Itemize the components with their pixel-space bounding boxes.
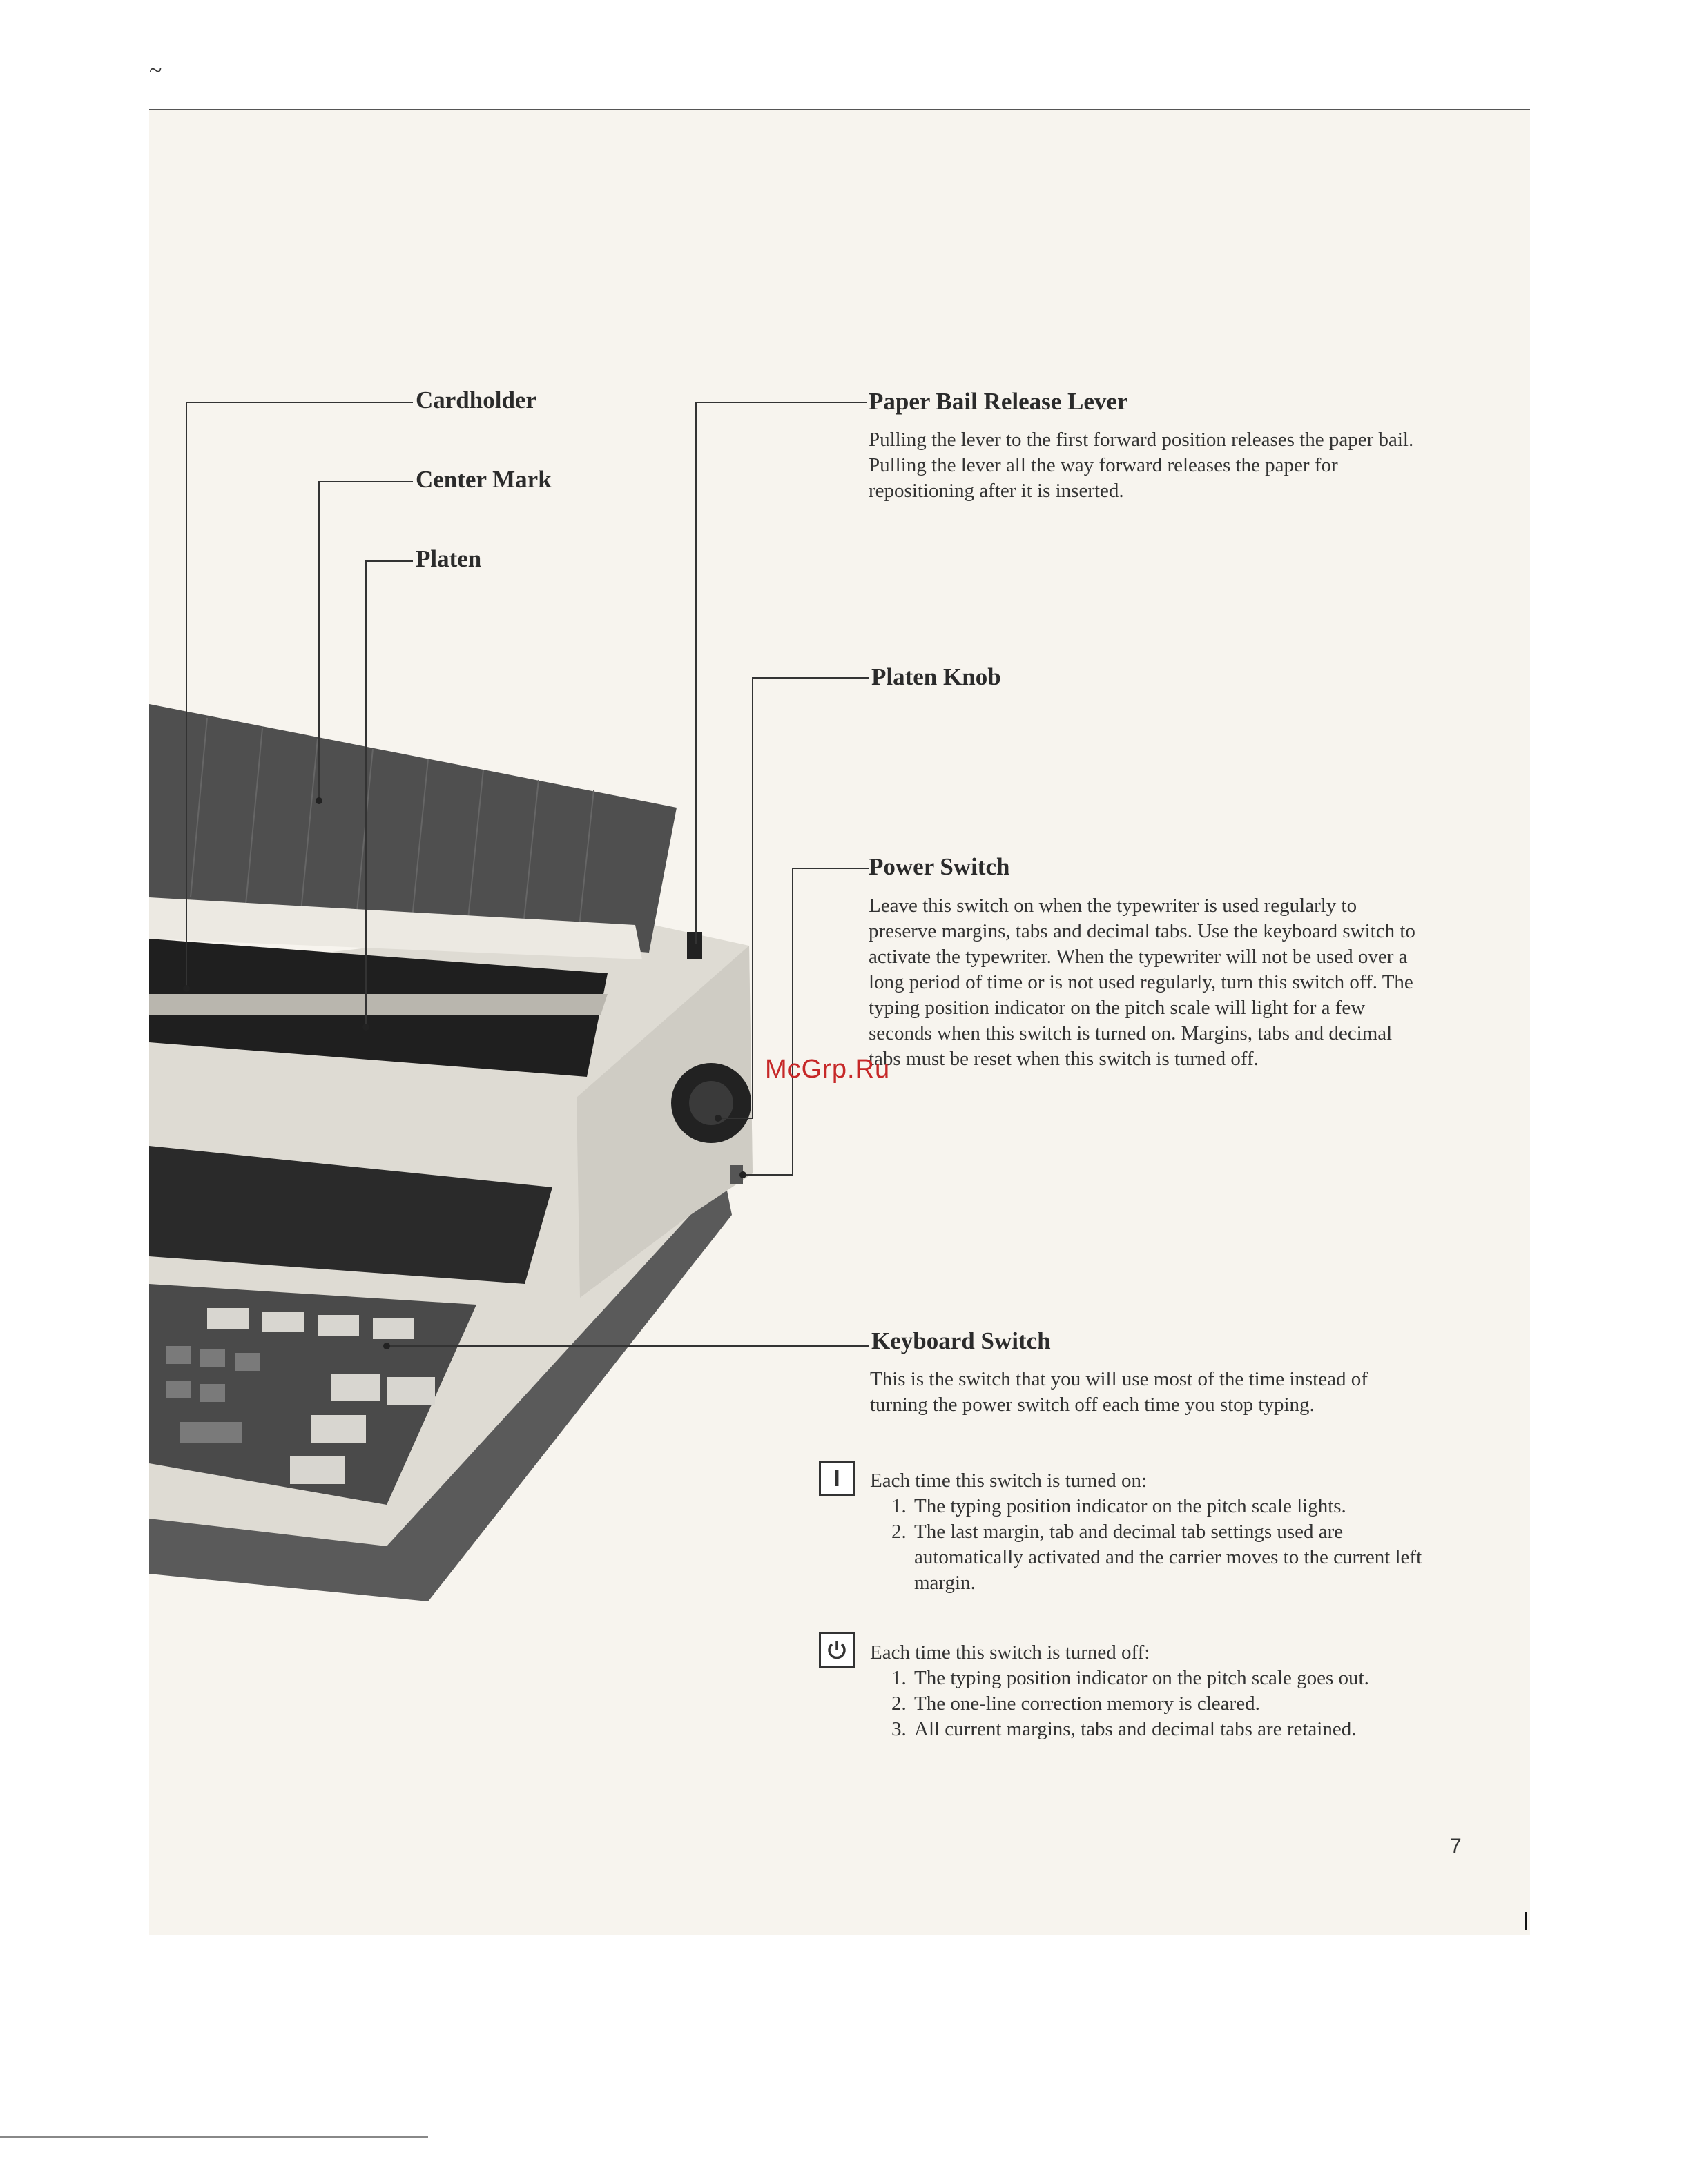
switch-off-item: 2. The one-line correction memory is cleared. xyxy=(911,1691,1422,1717)
keyboard-switch-title: Keyboard Switch xyxy=(871,1327,1051,1354)
keyboard-switch-paragraph: This is the switch that you will use most of the time instead of turning the power switch off each time you stop typing. xyxy=(870,1368,1368,1416)
switch-on-item: 2. The last margin, tab and decimal tab settings used are automatically activated and the carrier moves to the current left margin. xyxy=(911,1519,1422,1596)
cardholder-label: Cardholder xyxy=(416,387,536,413)
power-icon-glyph xyxy=(825,1638,849,1661)
switch-off-section xyxy=(870,1640,1422,1742)
page-edge-mark xyxy=(1525,1912,1527,1930)
paper-bail-release-lever-text xyxy=(869,427,1421,504)
center-mark-label: Center Mark xyxy=(416,466,552,493)
platen-label: Platen xyxy=(416,545,482,572)
page-number: 7 xyxy=(1450,1835,1462,1858)
switch-off-item: 1. The typing position indicator on the pitch scale goes out. xyxy=(911,1666,1422,1691)
power-switch-paragraph: Leave this switch on when the typewriter is used regularly to preserve margins, tabs and decimal tabs. Use the keyboard switch to activate the typewriter. When the typewriter will not be used over a long period of time or is not used regularly, turn this switch off. The typing position indicator on the pitch scale will light for a few seconds when this switch is turned on. Margins, tabs and decimal tabs must be reset when this switch is turned off. xyxy=(869,895,1415,1070)
switch-off-item: 3. All current margins, tabs and decimal tabs are retained. xyxy=(911,1717,1422,1742)
watermark-text: McGrp.Ru xyxy=(765,1055,891,1084)
switch-on-list xyxy=(870,1494,1422,1596)
paper-bail xyxy=(149,994,608,1015)
paper-bail-release-lever-title: Paper Bail Release Lever xyxy=(869,388,1128,415)
scan-bottom-line xyxy=(0,2136,428,2138)
switch-off-intro: Each time this switch is turned off: xyxy=(870,1641,1150,1664)
on-symbol-icon xyxy=(819,1461,855,1496)
scan-tilde-mark: ~ xyxy=(149,58,162,84)
switch-off-list xyxy=(870,1666,1422,1742)
paper-bail-release-lever-paragraph: Pulling the lever to the first forward position releases the paper bail. Pulling the lever all the way forward releases the paper for repositioning after it is inserted. xyxy=(869,429,1414,502)
power-switch-text xyxy=(869,893,1421,1072)
power-icon xyxy=(819,1632,855,1668)
switch-on-intro: Each time this switch is turned on: xyxy=(870,1470,1148,1492)
keyboard-switch-text xyxy=(870,1367,1422,1418)
switch-on-section xyxy=(870,1468,1422,1596)
on-symbol-glyph: I xyxy=(833,1465,840,1492)
power-switch-title: Power Switch xyxy=(869,853,1010,880)
platen-knob-label: Platen Knob xyxy=(871,663,1001,690)
switch-on-item: 1. The typing position indicator on the pitch scale lights. xyxy=(911,1494,1422,1519)
